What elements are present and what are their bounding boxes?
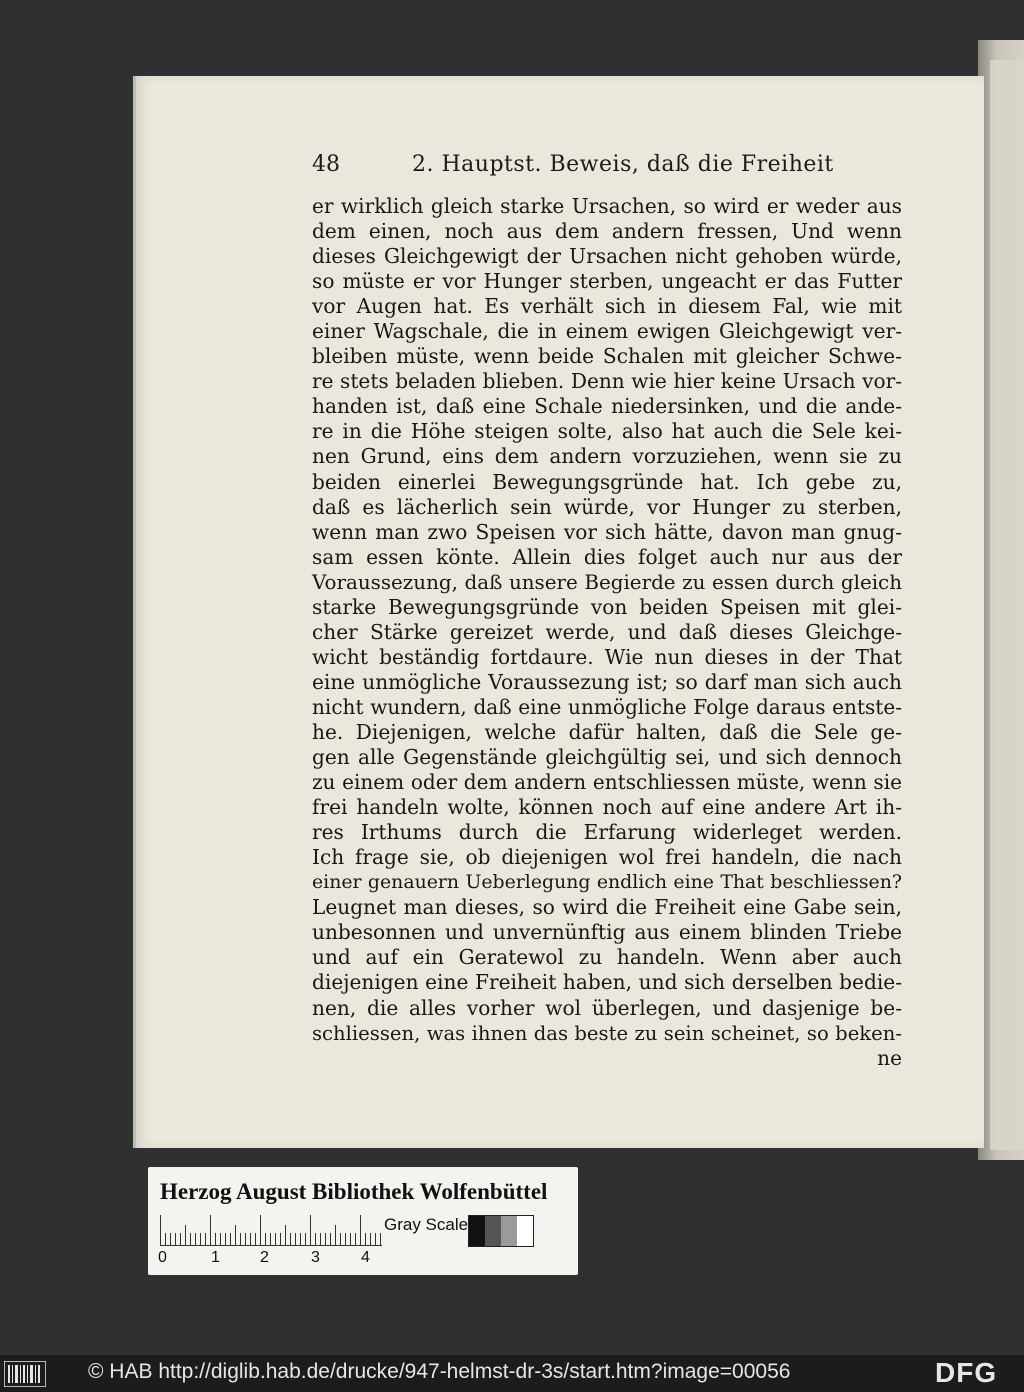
text-line: dieses Gleichgewigt der Ursachen nicht gehoben würde, xyxy=(312,244,902,269)
footer-bar xyxy=(0,1355,1024,1392)
ruler-tick xyxy=(335,1225,336,1245)
ruler-tick xyxy=(235,1225,236,1245)
ruler-tick xyxy=(290,1233,291,1245)
ruler-tick xyxy=(370,1233,371,1245)
ruler-tick xyxy=(295,1233,296,1245)
ruler-tick xyxy=(360,1215,361,1245)
ruler-number: 3 xyxy=(311,1249,320,1266)
library-name: Herzog August Bibliothek Wolfenbüttel xyxy=(160,1179,548,1204)
running-head: 2. Hauptst. Beweis, daß die Freiheit xyxy=(412,152,834,177)
ruler-tick xyxy=(280,1233,281,1245)
ruler-tick xyxy=(315,1233,316,1245)
text-line: re stets beladen blieben. Denn wie hier keine Ursach vor- xyxy=(312,369,902,394)
gray-scale-swatch xyxy=(468,1215,534,1247)
text-line: re in die Höhe steigen solte, also hat auch die Sele kei- xyxy=(312,419,902,444)
text-line: und auf ein Geratewol zu handeln. Wenn aber auch xyxy=(312,945,902,970)
text-line: einer genauern Ueberlegung endlich eine That beschliessen? xyxy=(312,871,902,894)
barcode-icon xyxy=(4,1361,46,1387)
library-label-card xyxy=(148,1167,578,1275)
text-line: nen, die alles vorher wol überlegen, und dasjenige be- xyxy=(312,995,902,1020)
text-line: handen ist, daß eine Schale niedersinken, und die ande- xyxy=(312,394,902,419)
text-line: wicht beständig fortdaure. Wie nun dieses in der That xyxy=(312,644,902,669)
ruler-tick xyxy=(180,1233,181,1245)
ruler-tick xyxy=(265,1233,266,1245)
ruler-tick xyxy=(330,1233,331,1245)
text-line: einer Wagschale, die in einem ewigen Gleichgewigt ver- xyxy=(312,319,902,344)
text-line: he. Diejenigen, welche dafür halten, daß die Sele ge- xyxy=(312,719,902,744)
text-line: gen alle Gegenstände gleichgültig sei, und sich dennoch xyxy=(312,745,902,770)
adjacent-page xyxy=(990,60,1024,1150)
ruler-tick xyxy=(170,1233,171,1245)
ruler-tick xyxy=(355,1233,356,1245)
text-line: unbesonnen und unvernünftig aus einem blinden Triebe xyxy=(312,920,902,945)
dfg-logo: DFG xyxy=(935,1357,998,1388)
ruler-tick xyxy=(190,1233,191,1245)
ruler-number: 0 xyxy=(158,1249,167,1266)
ruler-tick xyxy=(255,1233,256,1245)
page-body-text xyxy=(312,194,902,1071)
ruler-tick xyxy=(230,1233,231,1245)
ruler-tick xyxy=(205,1233,206,1245)
ruler-tick xyxy=(240,1233,241,1245)
page-number: 48 xyxy=(312,152,340,177)
ruler-tick xyxy=(165,1233,166,1245)
ruler-tick xyxy=(200,1233,201,1245)
text-line: Leugnet man dieses, so wird die Freiheit eine Gabe sein, xyxy=(312,895,902,920)
ruler-number: 2 xyxy=(260,1249,269,1266)
ruler-tick xyxy=(375,1233,376,1245)
text-line: beiden einerlei Bewegungsgründe hat. Ich gebe zu, xyxy=(312,469,902,494)
ruler-tick xyxy=(320,1233,321,1245)
text-line: schliessen, was ihnen das beste zu sein scheinet, so beken- xyxy=(312,1021,902,1045)
text-line: vor Augen hat. Es verhält sich in diesem Fal, wie mit xyxy=(312,294,902,319)
ruler-tick xyxy=(350,1233,351,1245)
text-line: bleiben müste, wenn beide Schalen mit gleicher Schwe- xyxy=(312,344,902,369)
ruler-tick xyxy=(275,1233,276,1245)
ruler-tick xyxy=(245,1233,246,1245)
ruler-tick xyxy=(210,1215,211,1245)
page-header xyxy=(312,152,902,186)
ruler-tick xyxy=(215,1233,216,1245)
ruler-tick xyxy=(340,1233,341,1245)
text-line: nicht wundern, daß eine unmögliche Folge daraus entste- xyxy=(312,694,902,719)
text-line: er wirklich gleich starke Ursachen, so wird er weder aus xyxy=(312,194,902,218)
gray-scale-label: Gray Scale xyxy=(384,1215,469,1234)
ruler-number: 1 xyxy=(211,1249,220,1266)
text-line: so müste er vor Hunger sterben, ungeacht er das Futter xyxy=(312,269,902,294)
text-line: res Irthums durch die Erfarung widerleget werden. xyxy=(312,820,902,845)
text-line: cher Stärke gereizet werde, und daß dieses Gleichge- xyxy=(312,619,902,644)
catchword: ne xyxy=(877,1045,902,1070)
text-line: wenn man zwo Speisen vor sich hätte, davon man gnug- xyxy=(312,519,902,544)
ruler-tick xyxy=(300,1233,301,1245)
text-line: Voraussezung, daß unsere Begierde zu essen durch gleich xyxy=(312,570,902,594)
text-line: Ich frage sie, ob diejenigen wol frei handeln, die nach xyxy=(312,845,902,870)
centimeter-ruler xyxy=(160,1215,382,1246)
ruler-number: 4 xyxy=(361,1249,370,1266)
text-line: nen Grund, eins dem andern vorzuziehen, wenn sie zu xyxy=(312,444,902,469)
ruler-tick xyxy=(285,1225,286,1245)
text-line: daß es lächerlich sein würde, vor Hunger zu sterben, xyxy=(312,494,902,519)
ruler-tick xyxy=(225,1233,226,1245)
ruler-tick xyxy=(175,1233,176,1245)
ruler-tick xyxy=(260,1215,261,1245)
text-line: eine unmögliche Voraussezung ist; so darf man sich auch xyxy=(312,669,902,694)
ruler-tick xyxy=(250,1233,251,1245)
text-line: sam essen könte. Allein dies folget auch nur aus der xyxy=(312,544,902,569)
copyright-url[interactable]: © HAB http://diglib.hab.de/drucke/947-helmst-dr-3s/start.htm?image=00056 xyxy=(88,1360,791,1383)
ruler-tick xyxy=(325,1233,326,1245)
ruler-tick xyxy=(305,1233,306,1245)
text-line: starke Bewegungsgründe von beiden Speisen mit glei- xyxy=(312,594,902,619)
text-line: zu einem oder dem andern entschliessen müste, wenn sie xyxy=(312,770,902,795)
ruler-tick xyxy=(220,1233,221,1245)
ruler-tick xyxy=(310,1215,311,1245)
ruler-tick xyxy=(185,1225,186,1245)
ruler-tick xyxy=(345,1233,346,1245)
ruler-tick xyxy=(160,1215,161,1245)
text-line: frei handeln wolte, können noch auf eine andere Art ih- xyxy=(312,795,902,820)
ruler-tick xyxy=(380,1233,381,1245)
ruler-tick xyxy=(270,1233,271,1245)
ruler-tick xyxy=(365,1233,366,1245)
text-line: diejenigen eine Freiheit haben, und sich derselben bedie- xyxy=(312,970,902,995)
text-line: dem einen, noch aus dem andern fressen, Und wenn xyxy=(312,219,902,244)
ruler-tick xyxy=(195,1233,196,1245)
